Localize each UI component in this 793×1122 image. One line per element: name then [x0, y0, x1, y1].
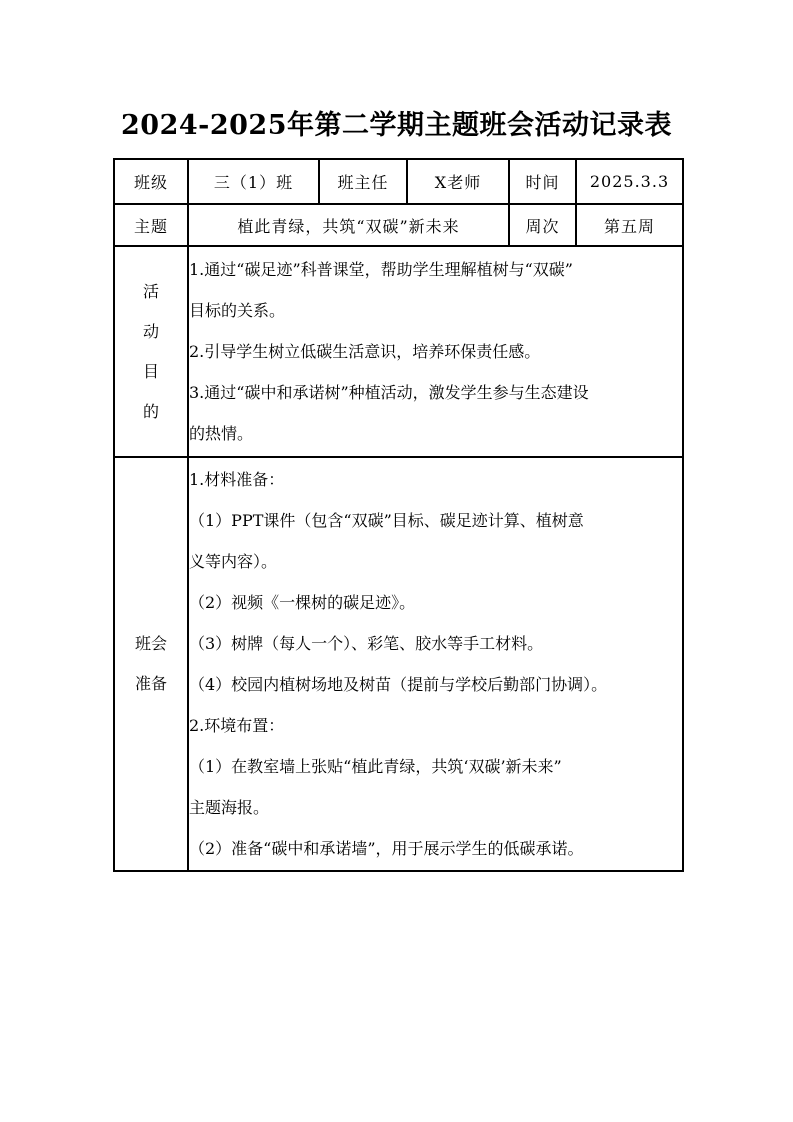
preparation-line: 义等内容）。 — [189, 552, 278, 571]
preparation-line: 主题海报。 — [189, 798, 270, 817]
theme-value: 植此青绿，共筑“双碳”新未来 — [188, 204, 509, 246]
preparation-label — [114, 457, 188, 871]
time-value: 2025.3.3 — [576, 159, 683, 204]
purpose-line: 目标的关系。 — [189, 301, 286, 320]
purpose-label-char: 动 — [142, 321, 159, 341]
record-table — [113, 158, 684, 872]
purpose-label-char: 的 — [142, 401, 159, 421]
purpose-line: 1.通过“碳足迹”科普课堂，帮助学生理解植树与“双碳” — [189, 260, 573, 279]
purpose-content — [188, 246, 683, 457]
theme-label: 主题 — [114, 204, 188, 246]
purpose-label-char: 活 — [142, 281, 159, 301]
preparation-line: （4）校园内植树场地及树苗（提前与学校后勤部门协调）。 — [189, 675, 608, 694]
preparation-label-text: 班会 — [134, 634, 167, 653]
table-row-class-info — [114, 159, 683, 204]
table-row-theme — [114, 204, 683, 246]
class-label: 班级 — [114, 159, 188, 204]
preparation-label-text: 准备 — [134, 674, 167, 693]
purpose-label — [114, 246, 188, 457]
preparation-line: （1）在教室墙上张贴“植此青绿，共筑‘双碳’新未来” — [189, 757, 562, 776]
page-title: 2024-2025年第二学期主题班会活动记录表 — [121, 110, 672, 141]
teacher-value: X老师 — [407, 159, 509, 204]
preparation-line: 1.材料准备： — [189, 470, 285, 489]
time-label: 时间 — [509, 159, 576, 204]
preparation-line: （2）视频《一棵树的碳足迹》。 — [189, 593, 416, 612]
teacher-label: 班主任 — [319, 159, 407, 204]
purpose-line: 3.通过“碳中和承诺树”种植活动，激发学生参与生态建设 — [189, 383, 589, 402]
purpose-line: 的热情。 — [189, 424, 254, 443]
purpose-label-char: 目 — [142, 361, 159, 381]
preparation-line: （2）准备“碳中和承诺墙”，用于展示学生的低碳承诺。 — [189, 839, 584, 858]
week-value: 第五周 — [576, 204, 683, 246]
table-row-purpose — [114, 246, 683, 457]
preparation-line: （1）PPT课件（包含“双碳”目标、碳足迹计算、植树意 — [189, 511, 584, 530]
preparation-line: （3）树牌（每人一个）、彩笔、胶水等手工材料。 — [189, 634, 544, 653]
purpose-line: 2.引导学生树立低碳生活意识，培养环保责任感。 — [189, 342, 541, 361]
preparation-content — [188, 457, 683, 871]
class-value: 三（1）班 — [188, 159, 319, 204]
preparation-line: 2.环境布置： — [189, 716, 285, 735]
table-row-preparation — [114, 457, 683, 871]
week-label: 周次 — [509, 204, 576, 246]
